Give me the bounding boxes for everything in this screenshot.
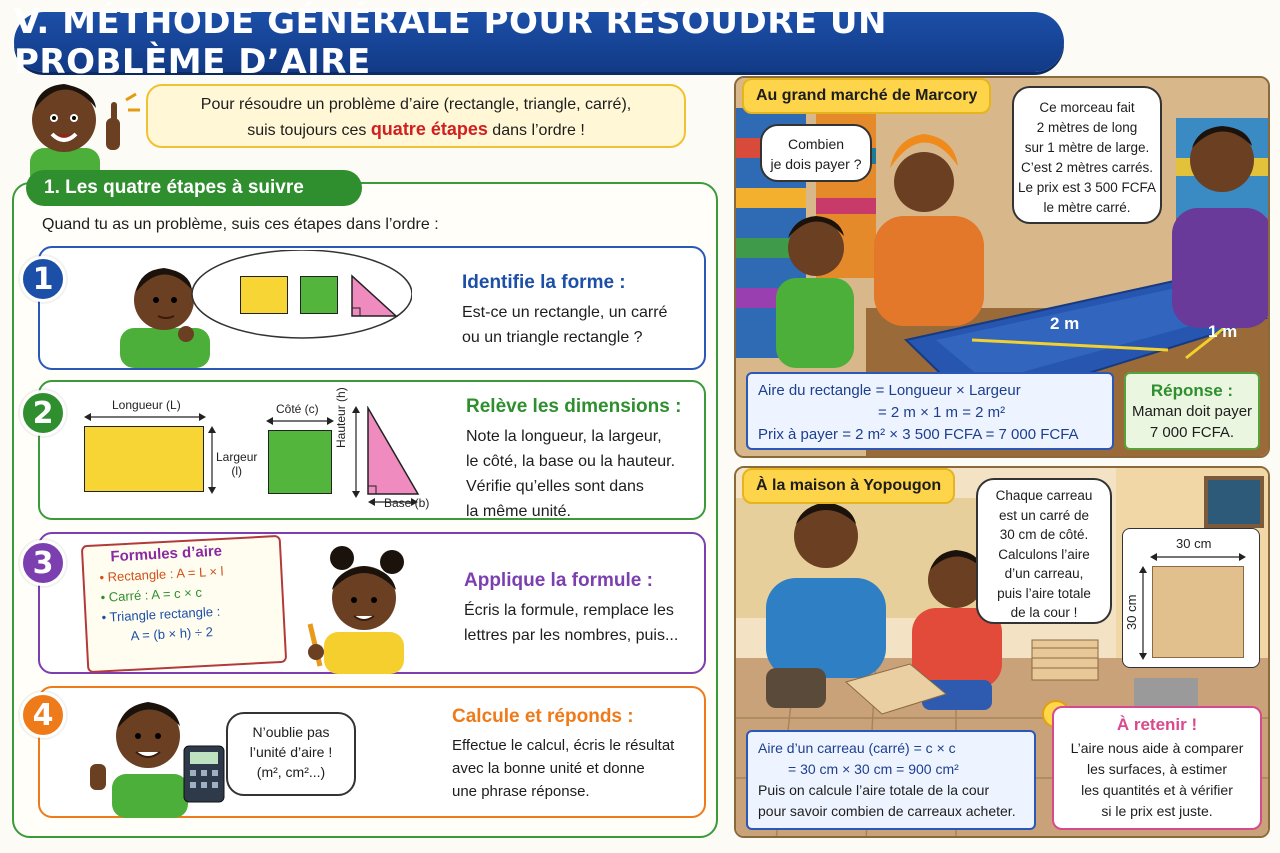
marcory-label: Au grand marché de Marcory <box>742 78 991 114</box>
length-dimension: 2 m <box>1050 314 1080 333</box>
tile-top-label: 30 cm <box>1176 536 1212 551</box>
child-bubble: Combien je dois payer ? <box>760 124 872 182</box>
retain-box: À retenir ! L’aire nous aide à comparer les surfaces, à estimer les quantités et à vérifier si le prix est juste. <box>1052 706 1262 830</box>
rect-dimension-shape <box>84 426 204 492</box>
seller-bubble: Ce morceau fait 2 mètres de long sur 1 mètre de large. C’est 2 mètres carrés. Le prix est 3 500 FCFA le mètre carré. <box>1012 86 1162 224</box>
triangle-shape <box>350 274 398 318</box>
father-bubble: Chaque carreau est un carré de 30 cm de côté. Calculons l’aire d’un carreau, puis l’aire totale de la cour ! <box>976 478 1112 624</box>
boy-pointing-illustration <box>12 60 142 185</box>
rectangle-shape <box>240 276 288 314</box>
step-3-number: 3 <box>20 540 66 586</box>
girl-illustration <box>296 540 426 674</box>
triangle-dimension-shape <box>350 406 420 510</box>
width-dimension: 1 m <box>1208 322 1238 341</box>
page-title-banner <box>14 2 1064 82</box>
step-4-bubble: N’oublie pas l’unité d’aire ! (m², cm²...) <box>226 712 356 796</box>
page-title: V. MÉTHODE GÉNÉRALE POUR RÉSOUDRE UN PROBLÈME D’AIRE <box>14 2 887 82</box>
base-label: Base (b) <box>384 496 430 510</box>
intro-bubble <box>146 84 686 148</box>
step-4-text: Effectue le calcul, écris le résultat avec la bonne unité et donne une phrase réponse. <box>452 737 675 800</box>
boy-calculator-illustration <box>86 686 236 818</box>
formula-book-content: Formules d’aire • Rectangle : A = L × l • Carré : A = c × c • Triangle rectangle : A = (b × h) ÷ 2 <box>99 542 224 644</box>
step-4-title: Calcule et réponds : <box>452 706 634 727</box>
step-2-text: Note la longueur, la largeur, le côté, la base ou la hauteur. Vérifie qu’elles sont dans la même unité. <box>466 428 676 520</box>
tile-side-label: 30 cm <box>1124 594 1139 630</box>
step-3-text: Écris la formule, remplace les lettres par les nombres, puis... <box>464 602 679 644</box>
step-2-title: Relève les dimensions : <box>466 396 682 417</box>
marcory-formula-box: Aire du rectangle = Longueur × Largeur = 2 m × 1 m = 2 m² Prix à payer = 2 m² × 3 500 FCFA = 7 000 FCFA <box>746 372 1114 450</box>
intro-line-2: suis toujours ces quatre étapes dans l’ordre ! <box>247 119 585 139</box>
cote-label: Côté (c) <box>276 402 319 416</box>
tile-square <box>1152 566 1244 658</box>
step-2-number: 2 <box>20 390 66 436</box>
step-1-number: 1 <box>20 256 66 302</box>
step-1-title: Identifie la forme : <box>462 272 626 293</box>
tile-top-arrow <box>1150 552 1246 562</box>
intro-highlight: quatre étapes <box>370 119 488 139</box>
cote-arrow <box>266 416 334 426</box>
section-label: 1. Les quatre étapes à suivre <box>26 170 362 206</box>
square-shape <box>300 276 338 314</box>
largeur-label: Largeur (l) <box>216 450 258 478</box>
longueur-arrow <box>84 412 206 422</box>
marcory-answer-box: Réponse : Maman doit payer 7 000 FCFA. <box>1124 372 1260 450</box>
tile-side-arrow <box>1138 566 1148 660</box>
tile-stack <box>1032 640 1098 680</box>
step-4-number: 4 <box>20 692 66 738</box>
step-1-text: Est-ce un rectangle, un carré ou un triangle rectangle ? <box>462 304 668 346</box>
section-lead: Quand tu as un problème, suis ces étapes dans l’ordre : <box>42 216 439 233</box>
intro-line-1: Pour résoudre un problème d’aire (rectangle, triangle, carré), <box>200 96 632 113</box>
yopougon-formula-box: Aire d’un carreau (carré) = c × c = 30 cm × 30 cm = 900 cm² Puis on calcule l’aire totale de la cour pour savoir combien de carreaux acheter. <box>746 730 1036 830</box>
hauteur-label: Hauteur (h) <box>334 387 348 448</box>
square-dimension-shape <box>268 430 332 494</box>
step-3-title: Applique la formule : <box>464 570 653 591</box>
yopougon-label: À la maison à Yopougon <box>742 468 955 504</box>
longueur-label: Longueur (L) <box>112 398 181 412</box>
